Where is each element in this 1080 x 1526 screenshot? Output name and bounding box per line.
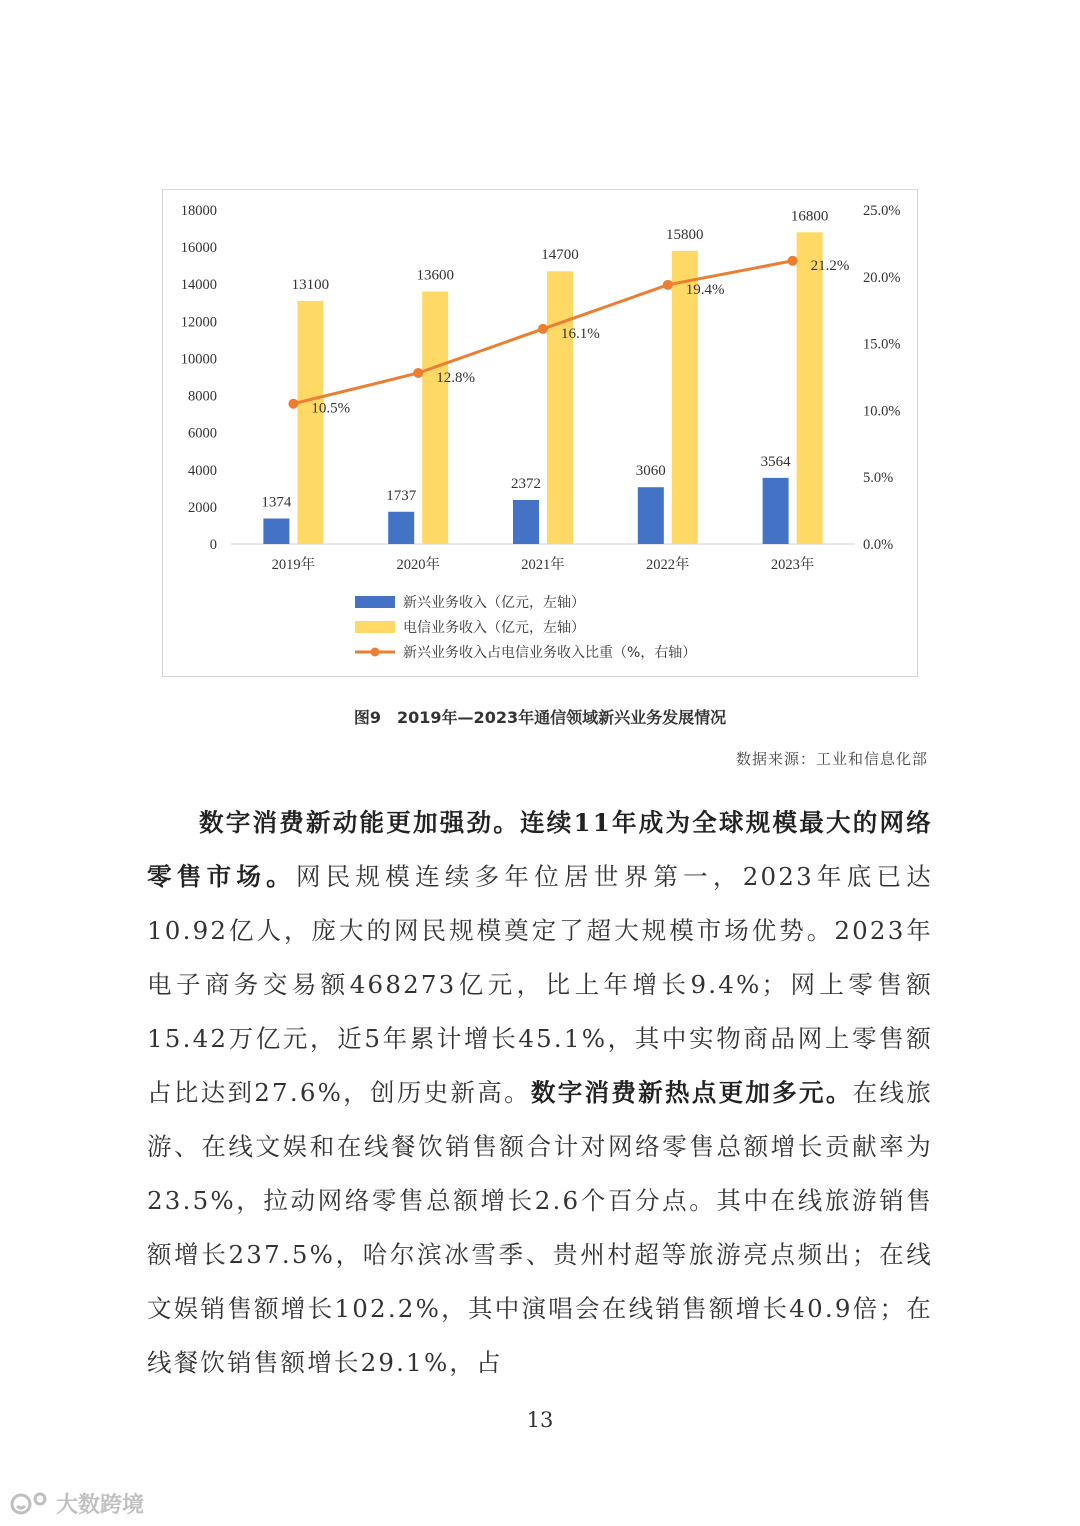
y-left-tick-label: 6000 — [188, 425, 217, 442]
bar-emerging-label: 3060 — [635, 463, 666, 480]
y-left-tick-label: 8000 — [188, 388, 217, 405]
y-left-tick-label: 10000 — [180, 351, 217, 368]
bar-emerging-label: 1374 — [261, 494, 292, 511]
bar-telecom-label: 13600 — [416, 267, 454, 284]
share-label: 12.8% — [436, 369, 475, 386]
legend-swatch-share-marker — [371, 648, 380, 657]
bar-emerging — [263, 519, 289, 544]
y-left-tick-label: 0 — [209, 537, 217, 553]
legend-label-share: 新兴业务收入占电信业务收入比重（%，右轴） — [403, 645, 697, 661]
smile-logo-icon — [8, 1491, 52, 1517]
y-right-tick-label: 25.0% — [863, 203, 901, 219]
bar-telecom-label: 16800 — [790, 208, 829, 225]
bar-emerging — [513, 500, 539, 544]
legend-label-emerging: 新兴业务收入（亿元，左轴） — [403, 595, 585, 611]
bar-emerging — [638, 487, 664, 544]
y-right-tick-label: 10.0% — [863, 403, 901, 420]
y-right-tick-label: 15.0% — [863, 336, 901, 353]
watermark-text: 大数跨境 — [56, 1493, 145, 1518]
data-source: 数据来源：工业和信息化部 — [735, 750, 928, 768]
share-point — [538, 324, 548, 334]
paragraph-text-2: 在线旅游、在线文娱和在线餐饮销售额合计对网络零售总额增长贡献率为23.5%，拉动网络零售总额增长2.6个百分点。其中在线旅游销售额增长237.5%，哈尔滨冰雪季、贵州村超等旅游亮点频出；在线文娱销售额增长102.2%，其中演唱会在线销售额增长40.9倍；在线餐饮销售额增长29.1%，占 — [147, 1078, 933, 1377]
bar-telecom-label: 15800 — [666, 226, 704, 243]
bar-emerging-label: 1737 — [386, 487, 417, 504]
bar-emerging — [388, 512, 414, 544]
paragraph-bold-2: 数字消费新热点更加多元。 — [530, 1078, 853, 1107]
watermark — [8, 1488, 144, 1519]
body-paragraph — [147, 796, 933, 1390]
bar-telecom — [797, 232, 823, 544]
legend-label-telecom: 电信业务收入（亿元，左轴） — [403, 620, 585, 636]
y-left-tick-label: 18000 — [180, 203, 217, 219]
share-label: 10.5% — [311, 400, 351, 417]
y-left-tick-label: 12000 — [180, 314, 217, 331]
page-number: 13 — [526, 1408, 554, 1432]
share-point — [788, 256, 798, 266]
share-label: 16.1% — [561, 325, 600, 342]
x-tick-label: 2019年 — [271, 557, 316, 573]
figure-caption: 图9 2019年—2023年通信领域新兴业务发展情况 — [353, 708, 727, 727]
y-left-tick-label: 2000 — [188, 499, 217, 516]
share-label: 19.4% — [685, 281, 725, 298]
x-tick-label: 2022年 — [646, 557, 690, 573]
bar-emerging-label: 2372 — [511, 475, 541, 492]
y-right-tick-label: 5.0% — [863, 470, 894, 487]
chart-panel — [162, 189, 918, 677]
bar-telecom — [297, 301, 323, 544]
bar-telecom — [547, 271, 573, 544]
share-point — [663, 280, 673, 290]
y-left-tick-label: 4000 — [188, 462, 217, 479]
bar-emerging — [763, 478, 789, 544]
legend-swatch-emerging — [355, 596, 395, 608]
bar-telecom — [422, 292, 448, 544]
x-tick-label: 2021年 — [521, 557, 565, 573]
bar-telecom-label: 14700 — [541, 247, 579, 264]
x-tick-label: 2023年 — [770, 557, 815, 573]
y-right-tick-label: 0.0% — [863, 537, 894, 553]
y-right-tick-label: 20.0% — [863, 269, 901, 286]
y-left-tick-label: 16000 — [180, 240, 217, 257]
paragraph-text-1: 网民规模连续多年位居世界第一，2023年底已达10.92亿人，庞大的网民规模奠定了超大规模市场优势。2023年电子商务交易额468273亿元，比上年增长9.4%；网上零售额15.42万亿元，近5年累计增长45.1%，其中实物商品网上零售额占比达到27.6%，创历史新高。 — [147, 862, 934, 1107]
x-tick-label: 2020年 — [396, 557, 440, 573]
combo-chart — [163, 190, 919, 678]
share-point — [288, 399, 298, 409]
share-point — [413, 368, 423, 378]
y-left-tick-label: 14000 — [180, 277, 217, 294]
bar-telecom-label: 13100 — [291, 276, 330, 293]
legend-swatch-telecom — [355, 621, 395, 633]
share-label: 21.2% — [810, 257, 850, 274]
bar-emerging-label: 3564 — [760, 453, 791, 470]
paragraph-bold-1: 数字消费新动能更加强劲。连续11年成为全球规模最大的网络零售市场。 — [147, 808, 933, 891]
